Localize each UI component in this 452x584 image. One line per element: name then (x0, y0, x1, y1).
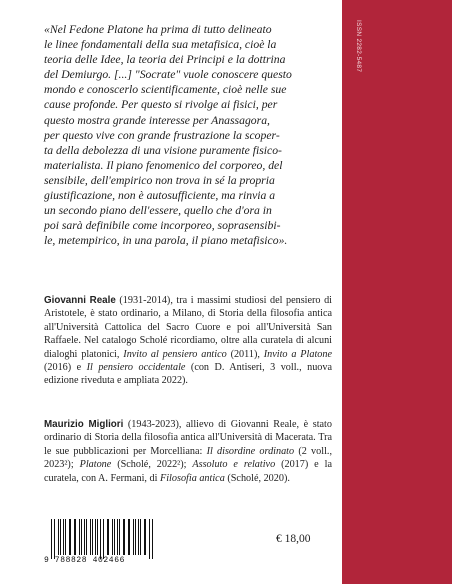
quote-line: le, metempirico, in una parola, il piano metafisico». (44, 234, 288, 248)
issn-label: ISSN 2282-5487 (355, 20, 362, 73)
isbn-barcode (44, 519, 154, 565)
quote-line: cause profonde. Per questo si rivolge ai fisici, per (44, 98, 278, 112)
author-bio-reale: Giovanni Reale (1931-2014), tra i massimi studiosi del pensiero di Aristotele, è stato ordinario, a Milano, di Storia della filosofia antica all'Università Cattolica del Sacro Cuore e poi all'Università San Raffaele. Nel catalogo Scholé ricordiamo, oltre alla curatela di alcuni dialoghi platonici, Invito al pensiero antico (2011), Invito a Platone (2016) e Il pensiero occidentale (con D. Antiseri, 3 voll., nuova edizione riveduta e ampliata 2022). (44, 295, 333, 387)
quote-line: le linee fondamentali della sua metafisica, cioè la (44, 38, 277, 52)
quote-line: giustificazione, non è autosufficiente, ma rinvia a (44, 189, 276, 203)
back-cover-quote (44, 22, 332, 248)
author-name: Giovanni Reale (44, 295, 116, 306)
quote-line: ta della debolezza di una visione puramente fisico- (44, 143, 282, 157)
barcode-bars (44, 519, 154, 555)
author-bio-migliori: Maurizio Migliori (1943-2023), allievo di Giovanni Reale, è stato ordinario di Storia della filosofia antica all'Università di Macerata. Tra le sue pubblicazioni per Morcelliana: Il disordine ordinato (2 voll., 2023²); Platone (Scholé, 2022²); Assoluto e relativo (2017) e la curatela, con A. Fermani, di Filosofia antica (Scholé, 2020). (44, 419, 332, 484)
quote-line: teoria delle Idee, la teoria dei Principi e la dottrina (44, 53, 286, 67)
quote-line: un secondo piano dell'essere, quello che d'ora in (44, 204, 272, 218)
quote-line: poi sarà definibile come incorporeo, soprasensibi- (44, 219, 281, 233)
quote-line: mondo e conoscerlo scientificamente, cioè nelle sue (44, 83, 287, 97)
quote-line: materialista. Il piano fenomenico del corporeo, del (44, 158, 283, 172)
price-label: € 18,00 (276, 533, 311, 545)
quote-line: sensibile, dell'empirico non trova in sé la propria (44, 173, 275, 187)
quote-line: del Demiurgo. [...] "Socrate" vuole conoscere questo (44, 68, 292, 82)
quote-line: per questo vive con grande frustrazione la scoper- (44, 128, 280, 142)
barcode-number: 9 788828 402466 (44, 556, 126, 565)
author-name: Maurizio Migliori (44, 419, 124, 430)
quote-line: «Nel Fedone Platone ha prima di tutto delineato (44, 23, 272, 36)
quote-line: questo mostra grande interesse per Anassagora, (44, 113, 270, 127)
